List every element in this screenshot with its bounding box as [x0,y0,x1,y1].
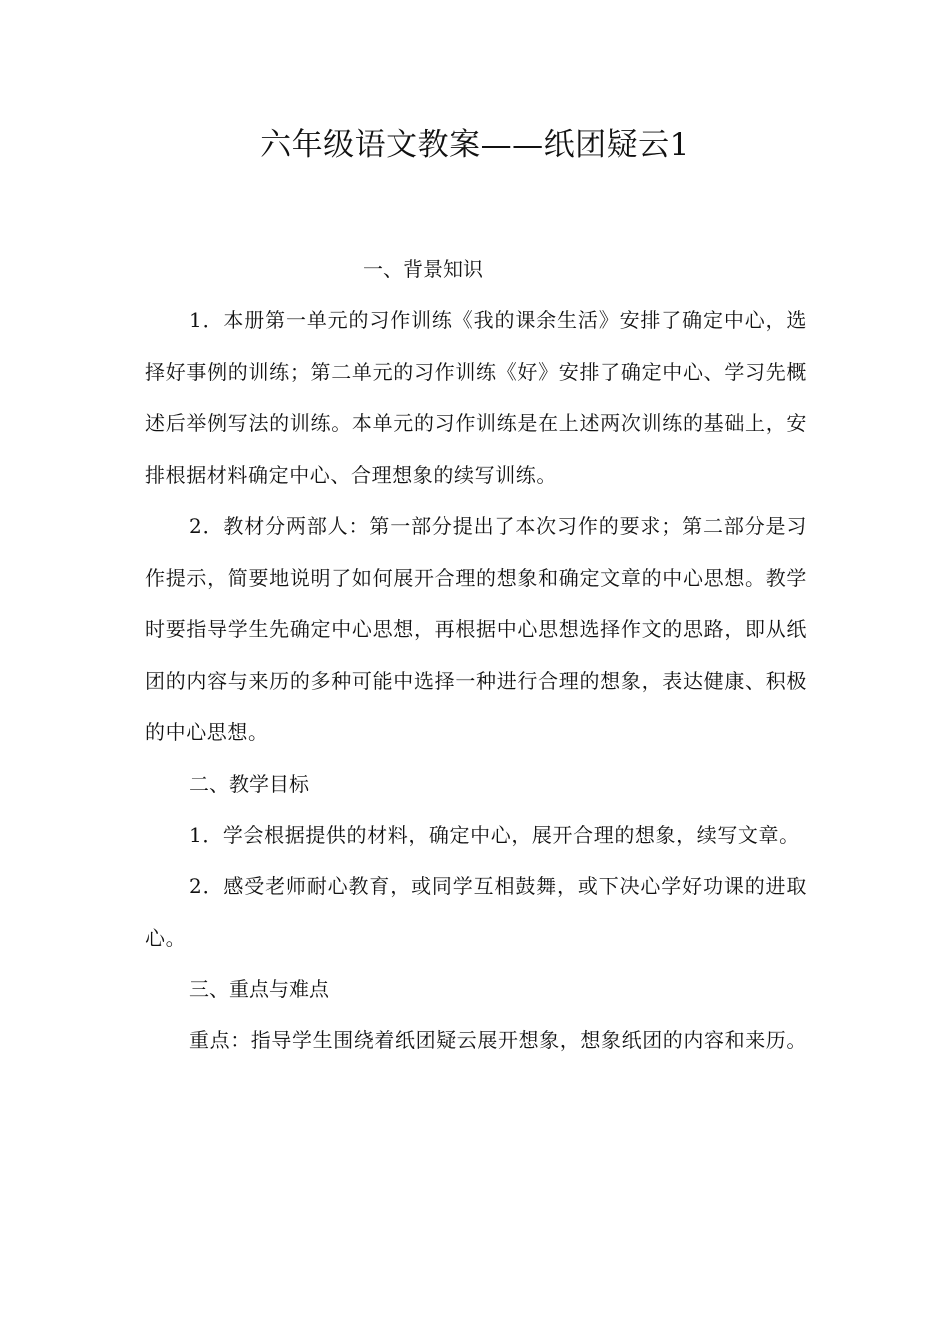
document-title: 六年级语文教案——纸团疑云1 [260,127,690,163]
paragraph-objective-1: 1．学会根据提供的材料，确定中心，展开合理的想象，续写文章。 [189,822,800,847]
paragraph-objective-2: 2．感受老师耐心教育，或同学互相鼓舞，或下决心学好功课的进取心。 [145,874,807,950]
document-body [145,244,807,1067]
paragraph-background-2: 2．教材分两部人：第一部分提出了本次习作的要求；第二部分是习作提示，简要地说明了如何展开合理的想象和确定文章的中心思想。教学时要指导学生先确定中心思想，再根据中心思想选择作文的思路，即从纸团的内容与来历的多种可能中选择一种进行合理的想象，表达健康、积极的中心思想。 [145,514,807,744]
section-heading-background: 一、背景知识 [363,257,483,281]
paragraph-key-point: 重点：指导学生围绕着纸团疑云展开想象，想象纸团的内容和来历。 [189,1028,807,1052]
section-heading-key-points: 三、重点与难点 [189,977,329,1001]
section-heading-objectives: 二、教学目标 [189,771,309,796]
paragraph-background-1: 1．本册第一单元的习作训练《我的课余生活》安排了确定中心，选择好事例的训练；第二单元的习作训练《好》安排了确定中心、学习先概述后举例写法的训练。本单元的习作训练是在上述两次训练的基础上，安排根据材料确定中心、合理想象的续写训练。 [145,308,807,487]
